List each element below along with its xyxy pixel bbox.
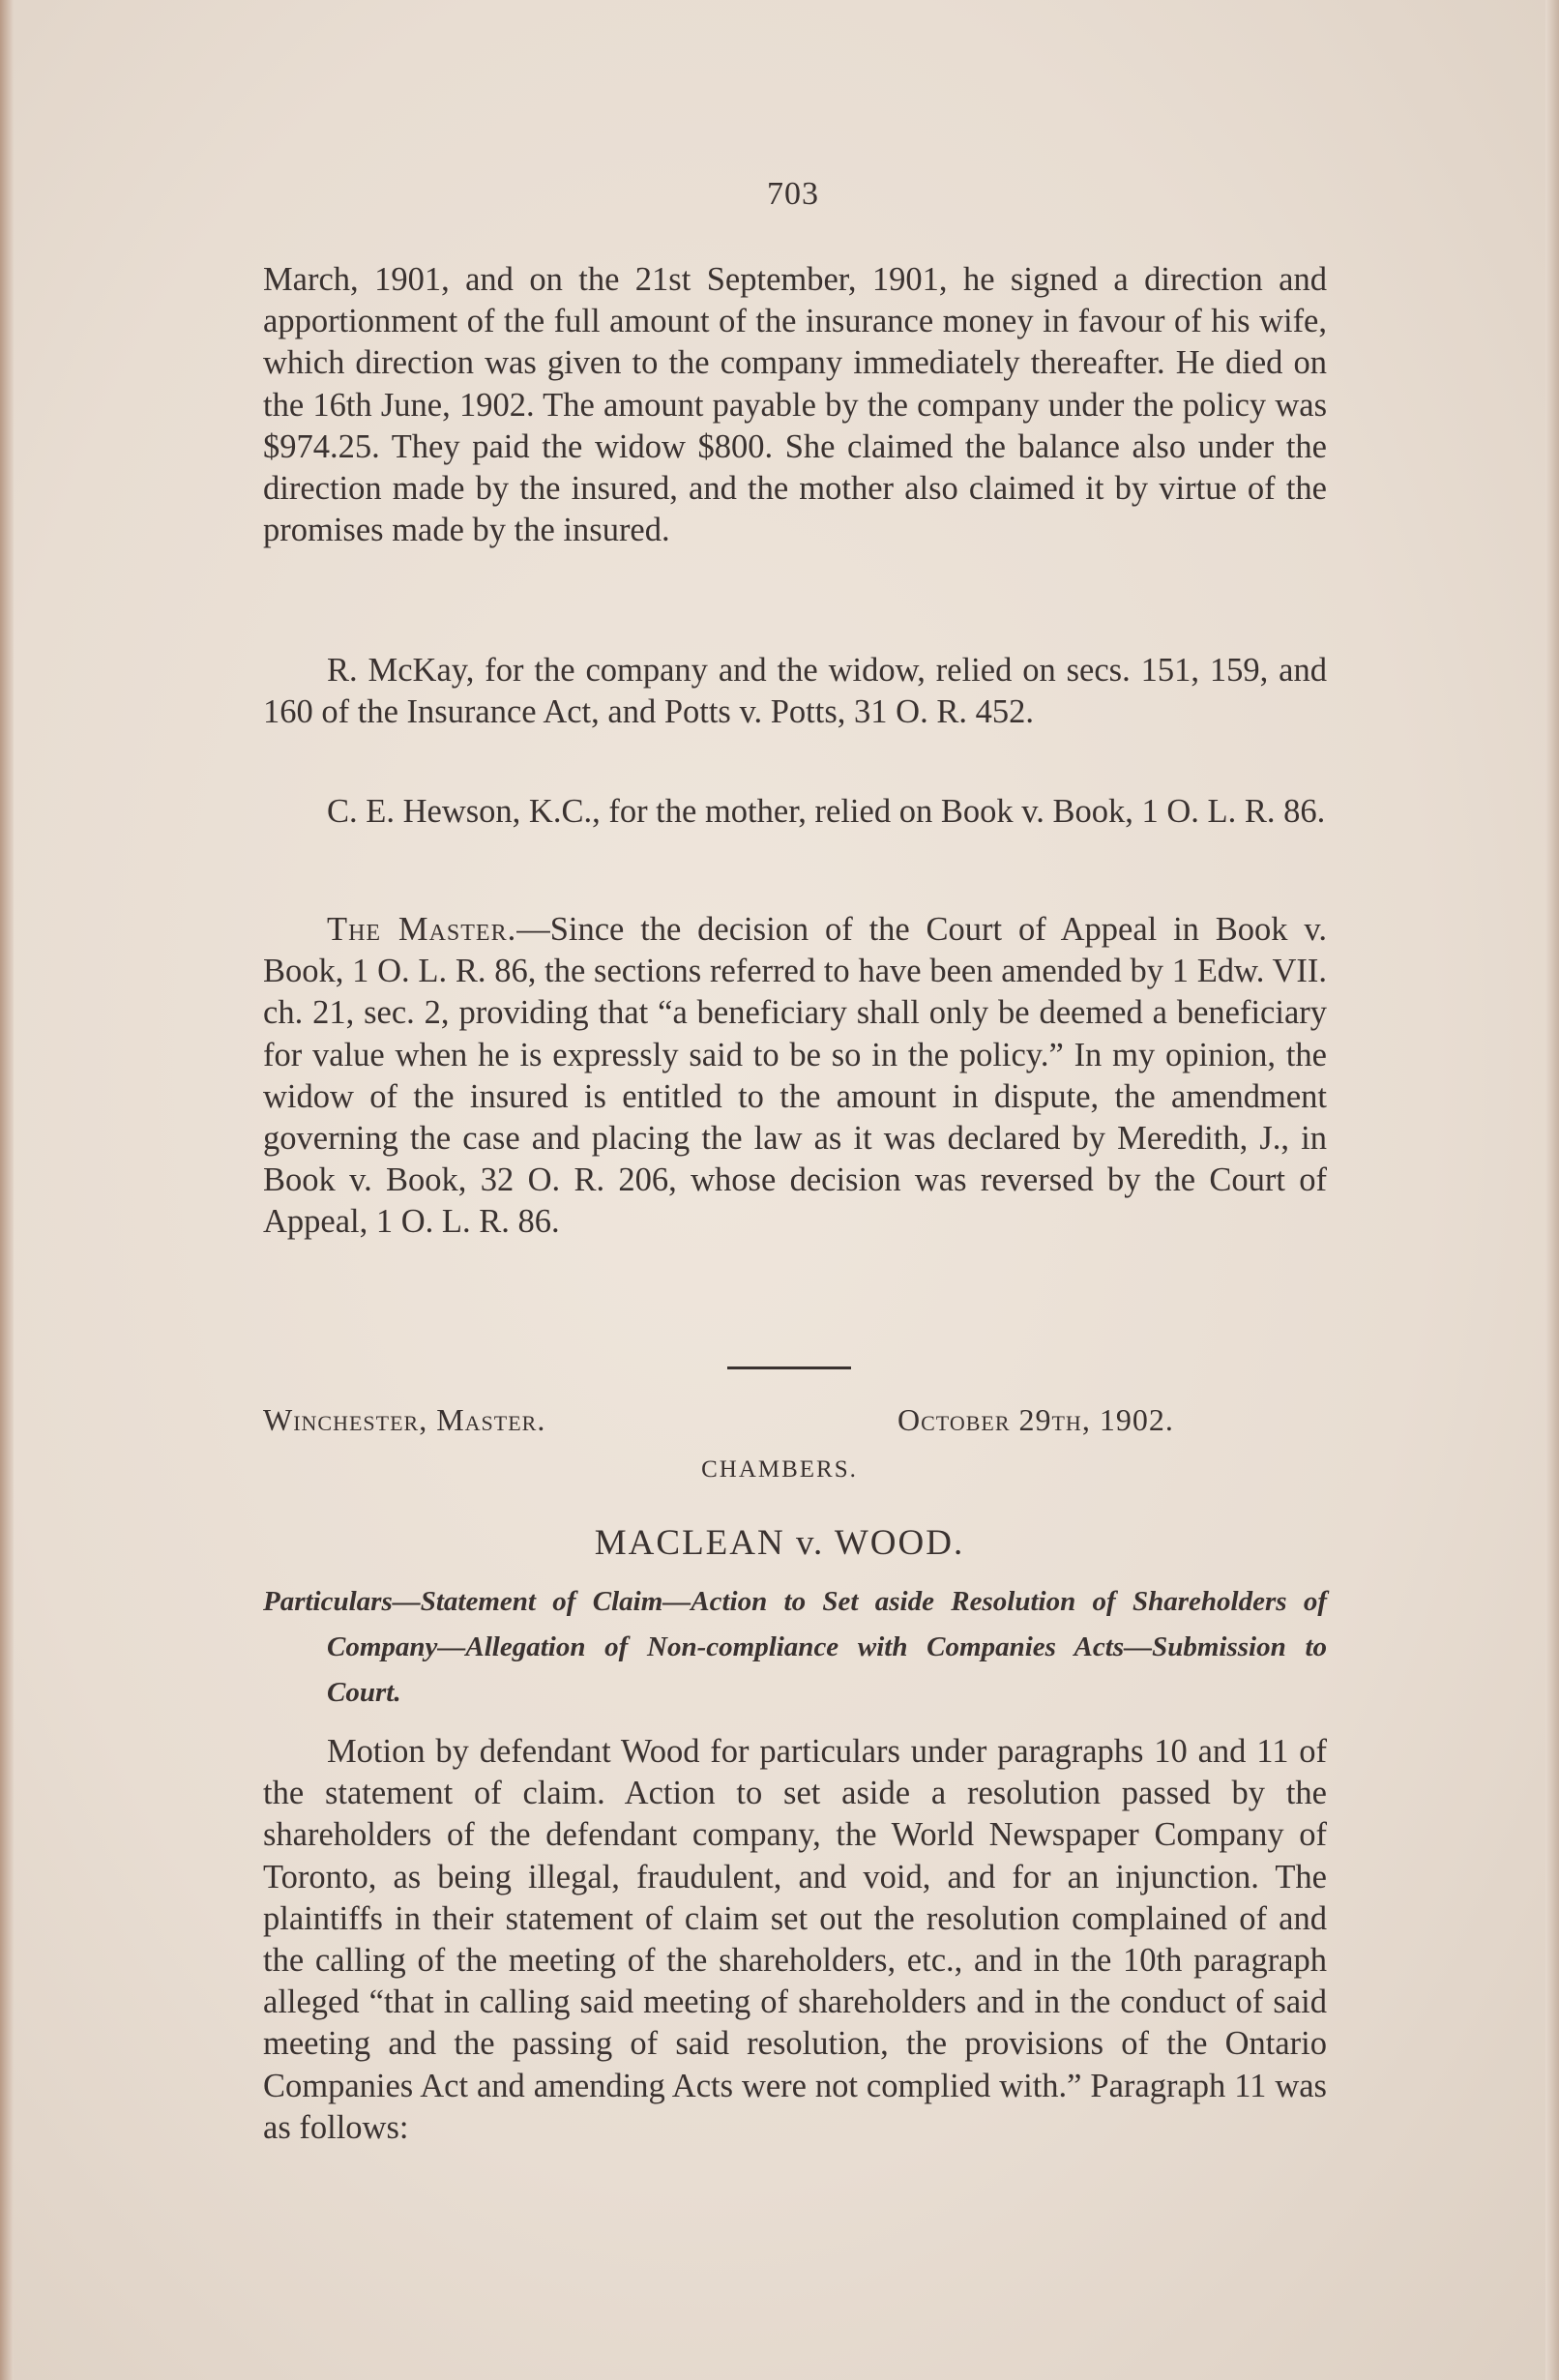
case-judge: Winchester, Master.	[263, 1402, 546, 1437]
case-date: October 29th, 1902.	[897, 1402, 1174, 1437]
headnote: Particulars—Statement of Claim—Action to Set aside Resolution of Shareholders of Company—Allegation of Non-compliance with Companies Acts—Submission to Court.	[263, 1586, 1327, 1708]
paragraph-motion: Motion by defendant Wood for particulars under paragraphs 10 and 11 of the statement of claim. Action to set aside a resolution passed by the shareholders of the defendant company, the World Newspaper Company of Toronto, as being illegal, fraudulent, and void, and for an injunction. The plaintiffs in their statement of claim set out the resolution complained of and the calling of the meeting of the shareholders, etc., and in the 10th paragraph alleged “that in calling said meeting of shareholders and in the conduct of said meeting and the passing of said resolution, the provisions of the Ontario Companies Act and amending Acts were not complied with.” Paragraph 11 was as follows:	[263, 1733, 1327, 2146]
paragraph-counsel-mother: C. E. Hewson, K.C., for the mother, relied on Book v. Book, 1 O. L. R. 86.	[327, 793, 1326, 830]
judgment-lead: The Master.	[327, 911, 517, 948]
page-left-edge	[0, 0, 14, 2380]
case-title: MACLEAN v. WOOD.	[594, 1523, 965, 1563]
judgment-text: —Since the decision of the Court of Appeal in Book v. Book, 1 O. L. R. 86, the sections referred to have been amended by 1 Edw. VII. ch. 21, sec. 2, providing that “a beneficiary shall only be deemed a beneficiary for value when he is expressly said to be so in the policy.” In my opinion, the widow of the insured is entitled to the amount in dispute, the amendment governing the case and placing the law as it was declared by Meredith, J., in Book v. Book, 32 O. R. 206, whose decision was reversed by the Court of Appeal, 1 O. L. R. 86.	[263, 911, 1328, 1241]
paragraph-counsel-company: R. McKay, for the company and the widow, relied on secs. 151, 159, and 160 of the Insurance Act, and Potts v. Potts, 31 O. R. 452.	[263, 652, 1327, 731]
page-right-edge	[1545, 0, 1559, 2380]
paragraph-judgment	[263, 909, 1327, 1244]
court-name: CHAMBERS.	[701, 1456, 858, 1483]
page-number: 703	[767, 176, 819, 212]
paragraph-facts: March, 1901, and on the 21st September, 1901, he signed a direction and apportionment of the full amount of the insurance money in favour of his wife, which direction was given to the company immediately thereafter. He died on the 16th June, 1902. The amount payable by the company under the policy was $974.25. They paid the widow $800. She claimed the balance also under the direction made by the insured, and the mother also claimed it by virtue of the promises made by the insured.	[263, 261, 1327, 549]
section-divider	[727, 1366, 851, 1369]
